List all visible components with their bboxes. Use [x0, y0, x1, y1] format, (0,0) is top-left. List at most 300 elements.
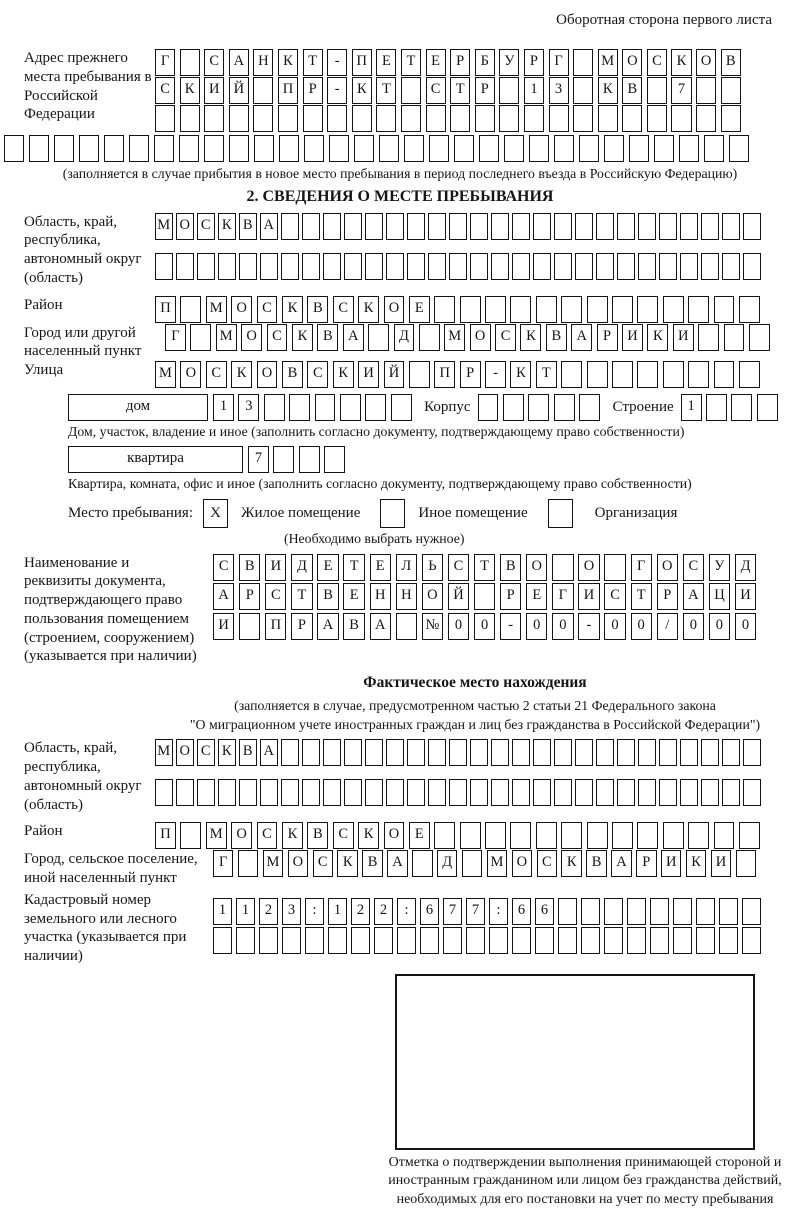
char-box	[688, 296, 709, 323]
char-box: И	[622, 324, 643, 351]
char-box: Ц	[709, 583, 730, 610]
char-box	[604, 554, 625, 581]
char-box	[581, 927, 600, 954]
char-box: О	[526, 554, 547, 581]
org-checkbox	[548, 499, 573, 528]
char-box	[289, 394, 310, 421]
char-box	[604, 135, 624, 162]
char-box	[420, 927, 439, 954]
char-box	[743, 739, 761, 766]
char-box: М	[155, 739, 173, 766]
char-box	[579, 135, 599, 162]
char-box	[587, 296, 608, 323]
char-box	[323, 739, 341, 766]
inoe-checkbox	[380, 499, 405, 528]
char-box	[176, 253, 194, 280]
char-box: И	[204, 77, 224, 104]
char-box	[680, 213, 698, 240]
stroenie-label: Строение	[612, 399, 674, 416]
char-box	[302, 739, 320, 766]
char-box	[680, 253, 698, 280]
char-box	[499, 105, 519, 132]
char-box	[561, 361, 582, 388]
char-box: 1	[213, 394, 234, 421]
oblast-row-1	[155, 213, 786, 240]
char-box: Г	[213, 850, 233, 877]
confirmation-caption: Отметка о подтверждении выполнения принимающей стороной и иностранным гражданином или лицом без гражданства действий, необходимых для его постановки на учет по месту пребывания	[388, 1154, 782, 1207]
dom-caption: Дом, участок, владение и иное (заполнить согласно документу, подтверждающему право собственности)	[68, 424, 685, 440]
char-box	[129, 135, 149, 162]
char-box	[365, 253, 383, 280]
char-box	[701, 213, 719, 240]
kadastr-label: Кадастровый номер земельного или лесного участка (указывается при наличии)	[24, 891, 187, 965]
fakt-oblast-row-2	[155, 779, 786, 806]
ulitsa-row	[155, 361, 786, 388]
char-box: К	[671, 49, 691, 76]
char-box	[575, 213, 593, 240]
char-box: Е	[526, 583, 547, 610]
char-box	[503, 394, 524, 421]
mesto-prebyvaniya-row	[68, 499, 786, 528]
char-box	[575, 739, 593, 766]
char-box	[512, 253, 530, 280]
char-box	[404, 135, 424, 162]
char-box: К	[686, 850, 706, 877]
char-box: В	[546, 324, 567, 351]
char-box: 3	[549, 77, 569, 104]
char-box: Б	[475, 49, 495, 76]
char-box: Е	[376, 49, 396, 76]
inoe-label: Иное помещение	[418, 505, 528, 522]
char-box	[573, 105, 593, 132]
korpus-label: Корпус	[424, 399, 471, 416]
char-box	[722, 213, 740, 240]
zhiloe-label: Жилое помещение	[241, 505, 361, 522]
prev-address-field	[24, 49, 786, 133]
mesto-label: Место пребывания:	[68, 505, 193, 522]
char-box	[302, 779, 320, 806]
kvartira-cells	[248, 446, 350, 473]
char-box	[696, 105, 716, 132]
char-box	[533, 739, 551, 766]
ulitsa-field	[24, 361, 786, 389]
char-box: И	[711, 850, 731, 877]
char-box: В	[239, 739, 257, 766]
korpus-cells	[478, 394, 605, 421]
char-box: /	[657, 613, 678, 640]
char-box: С	[683, 554, 704, 581]
char-box	[722, 779, 740, 806]
char-box	[598, 105, 618, 132]
fakt-title: Фактическое место нахождения	[363, 674, 587, 692]
char-box	[604, 927, 623, 954]
char-box	[701, 253, 719, 280]
char-box	[659, 213, 677, 240]
fakt-gorod-label: Город, сельское поселение, иной населенный пункт	[24, 851, 198, 887]
char-box	[714, 361, 735, 388]
char-box	[327, 105, 347, 132]
char-box	[426, 105, 446, 132]
char-box	[627, 898, 646, 925]
char-box: Г	[552, 583, 573, 610]
char-box	[739, 361, 760, 388]
char-box	[460, 822, 481, 849]
char-box: Т	[401, 49, 421, 76]
char-box: С	[206, 361, 227, 388]
char-box: Р	[524, 49, 544, 76]
doc-field	[24, 554, 786, 667]
char-box: Д	[291, 554, 312, 581]
prev-address-label: Адрес прежнего места пребывания в Российской Федерации	[24, 50, 152, 123]
char-box	[329, 135, 349, 162]
char-box	[533, 779, 551, 806]
char-box: А	[260, 739, 278, 766]
char-box: С	[197, 213, 215, 240]
char-box	[688, 361, 709, 388]
char-box: Г	[165, 324, 186, 351]
char-box	[596, 253, 614, 280]
char-box: В	[239, 213, 257, 240]
char-box: 0	[448, 613, 469, 640]
doc-row-3	[213, 613, 786, 640]
char-box	[365, 779, 383, 806]
raion-row	[155, 296, 786, 323]
char-box	[354, 135, 374, 162]
char-box	[365, 394, 386, 421]
char-box	[489, 927, 508, 954]
char-box	[529, 135, 549, 162]
char-box	[254, 135, 274, 162]
kvartira-caption: Квартира, комната, офис и иное (заполнить согласно документу, подтверждающему право собственности)	[68, 475, 692, 491]
char-box	[204, 135, 224, 162]
char-box: С	[647, 49, 667, 76]
char-box	[478, 394, 499, 421]
oblast-label: Область, край, республика, автономный округ (область)	[24, 213, 142, 286]
char-box	[696, 77, 716, 104]
char-box	[365, 213, 383, 240]
char-box: Д	[437, 850, 457, 877]
fakt-oblast-row-1	[155, 739, 786, 766]
char-box	[704, 135, 724, 162]
char-box	[654, 135, 674, 162]
char-box: М	[206, 822, 227, 849]
char-box	[714, 822, 735, 849]
char-box	[253, 105, 273, 132]
char-box: М	[598, 49, 618, 76]
char-box: К	[282, 822, 303, 849]
char-box: 0	[552, 613, 573, 640]
char-box	[324, 446, 345, 473]
char-box: №	[422, 613, 443, 640]
char-box: С	[537, 850, 557, 877]
char-box: С	[604, 583, 625, 610]
char-box	[485, 822, 506, 849]
char-box	[724, 324, 745, 351]
char-box: Й	[384, 361, 405, 388]
char-box: А	[370, 613, 391, 640]
char-box	[638, 779, 656, 806]
char-box	[229, 135, 249, 162]
char-box	[376, 105, 396, 132]
char-box	[155, 253, 173, 280]
char-box: С	[448, 554, 469, 581]
char-box: 1	[524, 77, 544, 104]
char-box: К	[520, 324, 541, 351]
char-box	[696, 898, 715, 925]
char-box: О	[470, 324, 491, 351]
char-box: М	[206, 296, 227, 323]
fakt-raion-field	[24, 822, 786, 850]
ulitsa-label: Улица	[24, 362, 64, 379]
char-box: Г	[631, 554, 652, 581]
char-box	[581, 898, 600, 925]
char-box	[736, 850, 756, 877]
char-box	[647, 77, 667, 104]
vybrat-caption: (Необходимо выбрать нужное)	[284, 531, 465, 547]
zhiloe-checkbox: X	[203, 499, 228, 528]
char-box: 0	[474, 613, 495, 640]
char-box: И	[673, 324, 694, 351]
char-box: Т	[291, 583, 312, 610]
char-box	[303, 105, 323, 132]
char-box	[397, 927, 416, 954]
char-box	[323, 213, 341, 240]
char-box	[536, 296, 557, 323]
char-box	[719, 898, 738, 925]
char-box: Н	[253, 49, 273, 76]
char-box: Й	[229, 77, 249, 104]
fakt-caption-1: (заполняется в случае, предусмотренном частью 2 статьи 21 Федерального закона	[234, 698, 716, 714]
char-box: Е	[409, 822, 430, 849]
char-box	[407, 213, 425, 240]
char-box: П	[352, 49, 372, 76]
char-box	[554, 779, 572, 806]
char-box: Р	[303, 77, 323, 104]
char-box	[197, 253, 215, 280]
char-box: 0	[604, 613, 625, 640]
fakt-caption-2: "О миграционном учете иностранных граждан и лиц без гражданства в Российской Федерации")	[189, 716, 761, 732]
char-box	[449, 213, 467, 240]
char-box: В	[307, 822, 328, 849]
char-box: М	[155, 361, 176, 388]
kvartira-type-box: квартира	[68, 446, 243, 473]
char-box	[407, 739, 425, 766]
char-box	[579, 394, 600, 421]
char-box: О	[241, 324, 262, 351]
char-box: А	[683, 583, 704, 610]
char-box: К	[598, 77, 618, 104]
char-box	[154, 135, 174, 162]
char-box	[239, 613, 260, 640]
gorod-field	[24, 324, 786, 362]
char-box	[391, 394, 412, 421]
char-box	[722, 253, 740, 280]
char-box	[412, 850, 432, 877]
char-box	[729, 135, 749, 162]
char-box: 1	[328, 898, 347, 925]
char-box	[533, 253, 551, 280]
char-box	[197, 779, 215, 806]
char-box	[638, 739, 656, 766]
char-box	[282, 927, 301, 954]
char-box: :	[305, 898, 324, 925]
char-box	[29, 135, 49, 162]
char-box	[491, 739, 509, 766]
char-box	[659, 779, 677, 806]
char-box: 7	[443, 898, 462, 925]
char-box: К	[352, 77, 372, 104]
char-box	[479, 135, 499, 162]
char-box	[180, 822, 201, 849]
char-box	[535, 927, 554, 954]
char-box: С	[426, 77, 446, 104]
char-box	[596, 779, 614, 806]
char-box	[627, 927, 646, 954]
char-box	[409, 361, 430, 388]
char-box	[155, 779, 173, 806]
char-box	[299, 446, 320, 473]
char-box	[491, 213, 509, 240]
char-box: С	[307, 361, 328, 388]
char-box: С	[313, 850, 333, 877]
char-box: В	[282, 361, 303, 388]
char-box	[323, 253, 341, 280]
char-box	[504, 135, 524, 162]
fakt-raion-label: Район	[24, 823, 63, 840]
char-box	[218, 779, 236, 806]
char-box	[573, 49, 593, 76]
char-box	[698, 324, 719, 351]
char-box: 0	[526, 613, 547, 640]
raion-field	[24, 296, 786, 324]
char-box	[554, 253, 572, 280]
char-box	[4, 135, 24, 162]
char-box	[302, 253, 320, 280]
char-box	[650, 898, 669, 925]
char-box	[721, 77, 741, 104]
char-box	[323, 779, 341, 806]
char-box: К	[278, 49, 298, 76]
char-box	[340, 394, 361, 421]
char-box	[213, 927, 232, 954]
char-box: С	[257, 822, 278, 849]
char-box	[743, 253, 761, 280]
char-box	[407, 779, 425, 806]
char-box: П	[265, 613, 286, 640]
char-box: 3	[282, 898, 301, 925]
char-box	[54, 135, 74, 162]
prev-address-rows	[155, 49, 786, 133]
char-box: 7	[248, 446, 269, 473]
char-box	[374, 927, 393, 954]
char-box	[344, 779, 362, 806]
char-box: Т	[450, 77, 470, 104]
char-box: К	[333, 361, 354, 388]
kvartira-row	[68, 446, 786, 474]
char-box	[742, 898, 761, 925]
page-side-note: Оборотная сторона первого листа	[556, 12, 772, 28]
kadastr-row-1	[213, 898, 786, 925]
char-box	[512, 927, 531, 954]
fakt-oblast-label: Область, край, республика, автономный округ (область)	[24, 740, 142, 813]
char-box: С	[333, 822, 354, 849]
char-box	[596, 213, 614, 240]
char-box	[104, 135, 124, 162]
char-box	[470, 213, 488, 240]
char-box	[573, 77, 593, 104]
char-box	[379, 135, 399, 162]
char-box: М	[216, 324, 237, 351]
char-box: К	[337, 850, 357, 877]
char-box	[401, 105, 421, 132]
char-box	[460, 296, 481, 323]
char-box	[512, 213, 530, 240]
char-box: Н	[370, 583, 391, 610]
char-box	[344, 253, 362, 280]
char-box	[743, 213, 761, 240]
char-box: Л	[396, 554, 417, 581]
char-box	[470, 253, 488, 280]
char-box	[671, 105, 691, 132]
char-box: К	[180, 77, 200, 104]
char-box: С	[333, 296, 354, 323]
char-box	[558, 898, 577, 925]
char-box	[428, 739, 446, 766]
char-box: Е	[426, 49, 446, 76]
char-box: -	[500, 613, 521, 640]
char-box	[428, 213, 446, 240]
char-box	[386, 253, 404, 280]
char-box: О	[176, 213, 194, 240]
confirmation-stamp-box	[395, 974, 755, 1150]
char-box: -	[327, 77, 347, 104]
char-box	[470, 779, 488, 806]
char-box: 1	[213, 898, 232, 925]
char-box: О	[696, 49, 716, 76]
char-box: Е	[317, 554, 338, 581]
char-box: А	[229, 49, 249, 76]
char-box	[680, 779, 698, 806]
char-box: Р	[657, 583, 678, 610]
char-box	[679, 135, 699, 162]
char-box	[731, 394, 752, 421]
char-box	[499, 77, 519, 104]
char-box: Г	[155, 49, 175, 76]
char-box	[491, 253, 509, 280]
char-box	[434, 822, 455, 849]
char-box: И	[358, 361, 379, 388]
char-box	[443, 927, 462, 954]
char-box: М	[487, 850, 507, 877]
char-box	[386, 779, 404, 806]
char-box	[739, 296, 760, 323]
char-box: Е	[409, 296, 430, 323]
char-box: С	[495, 324, 516, 351]
char-box	[279, 135, 299, 162]
char-box	[281, 739, 299, 766]
char-box	[253, 77, 273, 104]
fakt-header	[24, 674, 786, 733]
char-box: С	[257, 296, 278, 323]
char-box	[561, 296, 582, 323]
char-box: О	[231, 296, 252, 323]
char-box	[554, 135, 574, 162]
gorod-label: Город или другой населенный пункт	[24, 324, 142, 360]
char-box: В	[721, 49, 741, 76]
char-box	[485, 296, 506, 323]
char-box	[386, 213, 404, 240]
prev-address-row-3	[155, 105, 786, 132]
